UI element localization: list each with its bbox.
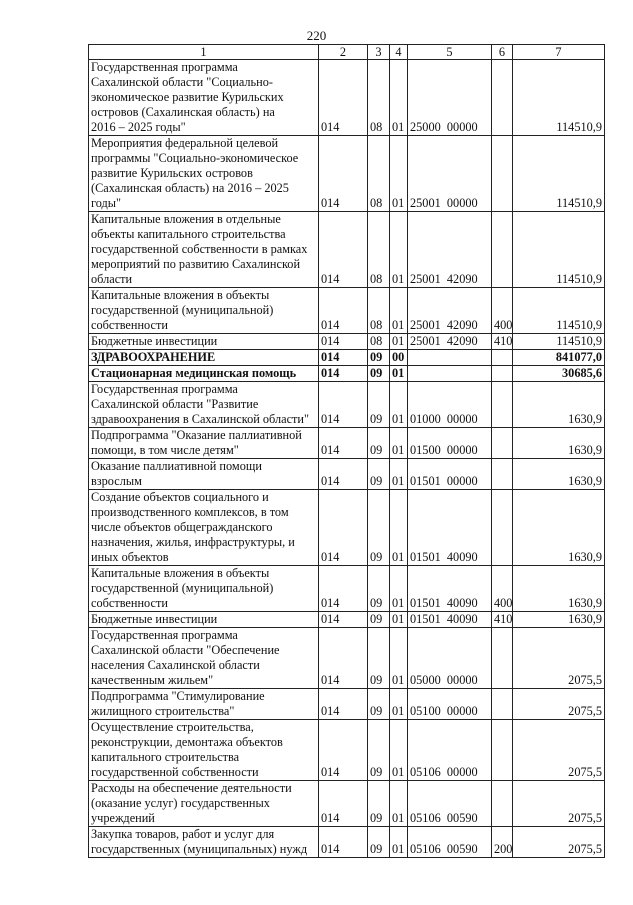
row-ved-code: 014 (319, 459, 368, 490)
row-ved-code: 014 (319, 720, 368, 781)
row-subsection: 01 (390, 689, 408, 720)
row-ved-code: 014 (319, 366, 368, 382)
row-subsection: 01 (390, 60, 408, 136)
column-header: 6 (492, 45, 513, 60)
table-row (89, 490, 605, 566)
column-header: 1 (89, 45, 319, 60)
row-section: 08 (368, 334, 390, 350)
row-subsection: 01 (390, 720, 408, 781)
row-name: Капитальные вложения в отдельные объекты капитального строительства государственной собственности в рамках мероприятий по развитию Сахалинской области (89, 212, 319, 288)
table-row (89, 428, 605, 459)
row-target-article: 05106 00000 (408, 720, 492, 781)
table-header-row (89, 45, 605, 60)
row-amount: 2075,5 (513, 720, 605, 781)
row-section: 09 (368, 459, 390, 490)
row-target-article: 25001 00000 (408, 136, 492, 212)
row-name: Государственная программа Сахалинской области "Развитие здравоохранения в Сахалинской области" (89, 382, 319, 428)
row-ved-code: 014 (319, 212, 368, 288)
row-ved-code: 014 (319, 288, 368, 334)
row-subsection: 01 (390, 628, 408, 689)
row-name: Подпрограмма "Оказание паллиативной помощи, в том числе детям" (89, 428, 319, 459)
row-section: 09 (368, 827, 390, 858)
row-subsection: 01 (390, 490, 408, 566)
row-ved-code: 014 (319, 428, 368, 459)
row-name: Капитальные вложения в объекты государственной (муниципальной) собственности (89, 566, 319, 612)
table-row (89, 566, 605, 612)
table-row (89, 350, 605, 366)
row-ved-code: 014 (319, 350, 368, 366)
row-expense-type (492, 781, 513, 827)
row-section: 08 (368, 136, 390, 212)
row-expense-type (492, 689, 513, 720)
row-expense-type: 400 (492, 288, 513, 334)
row-ved-code: 014 (319, 612, 368, 628)
table-row (89, 212, 605, 288)
row-ved-code: 014 (319, 827, 368, 858)
row-subsection: 01 (390, 334, 408, 350)
table-row (89, 781, 605, 827)
row-name: ЗДРАВООХРАНЕНИЕ (89, 350, 319, 366)
row-ved-code: 014 (319, 628, 368, 689)
row-expense-type (492, 459, 513, 490)
row-name: Осуществление строительства, реконструкции, демонтажа объектов капитального строительства государственной собственности (89, 720, 319, 781)
row-subsection: 01 (390, 382, 408, 428)
table-row (89, 382, 605, 428)
row-target-article: 01000 00000 (408, 382, 492, 428)
row-target-article (408, 366, 492, 382)
row-section: 09 (368, 382, 390, 428)
row-amount: 1630,9 (513, 382, 605, 428)
row-expense-type (492, 60, 513, 136)
row-name: Государственная программа Сахалинской области "Социально- экономическое развитие Курильских островов (Сахалинская область) на 2016 – 2025 годы" (89, 60, 319, 136)
row-section: 09 (368, 612, 390, 628)
row-section: 09 (368, 689, 390, 720)
row-ved-code: 014 (319, 566, 368, 612)
row-expense-type: 410 (492, 334, 513, 350)
row-ved-code: 014 (319, 689, 368, 720)
page-number: 220 (306, 28, 327, 43)
row-expense-type: 410 (492, 612, 513, 628)
row-name: Расходы на обеспечение деятельности (оказание услуг) государственных учреждений (89, 781, 319, 827)
row-ved-code: 014 (319, 136, 368, 212)
row-amount: 2075,5 (513, 689, 605, 720)
column-header: 4 (390, 45, 408, 60)
row-expense-type (492, 136, 513, 212)
row-ved-code: 014 (319, 334, 368, 350)
row-amount: 2075,5 (513, 628, 605, 689)
row-target-article: 25001 42090 (408, 212, 492, 288)
row-target-article: 01500 00000 (408, 428, 492, 459)
row-ved-code: 014 (319, 382, 368, 428)
table-row (89, 459, 605, 490)
row-amount: 1630,9 (513, 566, 605, 612)
row-subsection: 00 (390, 350, 408, 366)
row-section: 08 (368, 288, 390, 334)
row-target-article: 01501 40090 (408, 612, 492, 628)
row-target-article (408, 350, 492, 366)
row-subsection: 01 (390, 612, 408, 628)
row-target-article: 25001 42090 (408, 334, 492, 350)
row-expense-type: 200 (492, 827, 513, 858)
row-subsection: 01 (390, 459, 408, 490)
row-expense-type (492, 490, 513, 566)
row-name: Подпрограмма "Стимулирование жилищного строительства" (89, 689, 319, 720)
row-subsection: 01 (390, 827, 408, 858)
row-section: 08 (368, 212, 390, 288)
row-subsection: 01 (390, 366, 408, 382)
row-amount: 114510,9 (513, 60, 605, 136)
row-subsection: 01 (390, 781, 408, 827)
table-row (89, 366, 605, 382)
row-name: Мероприятия федеральной целевой программы "Социально-экономическое развитие Курильских островов (Сахалинская область) на 2016 – 2025 годы" (89, 136, 319, 212)
table-row (89, 612, 605, 628)
row-ved-code: 014 (319, 60, 368, 136)
row-subsection: 01 (390, 566, 408, 612)
table-row (89, 288, 605, 334)
row-subsection: 01 (390, 136, 408, 212)
table-row (89, 827, 605, 858)
row-section: 09 (368, 490, 390, 566)
table-row (89, 720, 605, 781)
row-target-article: 25000 00000 (408, 60, 492, 136)
row-name: Создание объектов социального и производственного комплексов, в том числе объектов общегражданского назначения, жилья, инфраструктуры, и иных объектов (89, 490, 319, 566)
row-target-article: 05000 00000 (408, 628, 492, 689)
row-amount: 30685,6 (513, 366, 605, 382)
row-subsection: 01 (390, 428, 408, 459)
row-expense-type (492, 212, 513, 288)
row-target-article: 01501 40090 (408, 490, 492, 566)
budget-table (88, 44, 605, 858)
row-name: Закупка товаров, работ и услуг для государственных (муниципальных) нужд (89, 827, 319, 858)
row-target-article: 01501 40090 (408, 566, 492, 612)
row-target-article: 05100 00000 (408, 689, 492, 720)
row-subsection: 01 (390, 288, 408, 334)
row-target-article: 05106 00590 (408, 781, 492, 827)
column-header: 2 (319, 45, 368, 60)
row-section: 09 (368, 628, 390, 689)
table-row (89, 60, 605, 136)
row-amount: 114510,9 (513, 288, 605, 334)
row-expense-type (492, 428, 513, 459)
row-section: 09 (368, 350, 390, 366)
row-amount: 2075,5 (513, 827, 605, 858)
row-expense-type (492, 350, 513, 366)
row-name: Капитальные вложения в объекты государственной (муниципальной) собственности (89, 288, 319, 334)
row-expense-type (492, 366, 513, 382)
column-header: 5 (408, 45, 492, 60)
row-section: 09 (368, 720, 390, 781)
column-header: 3 (368, 45, 390, 60)
table-row (89, 136, 605, 212)
row-section: 09 (368, 781, 390, 827)
row-expense-type (492, 720, 513, 781)
row-amount: 114510,9 (513, 212, 605, 288)
row-section: 08 (368, 60, 390, 136)
row-expense-type (492, 628, 513, 689)
table-row (89, 689, 605, 720)
row-name: Государственная программа Сахалинской области "Обеспечение населения Сахалинской области качественным жильем" (89, 628, 319, 689)
row-amount: 841077,0 (513, 350, 605, 366)
row-section: 09 (368, 566, 390, 612)
row-subsection: 01 (390, 212, 408, 288)
row-target-article: 05106 00590 (408, 827, 492, 858)
row-amount: 1630,9 (513, 490, 605, 566)
row-amount: 114510,9 (513, 136, 605, 212)
row-section: 09 (368, 366, 390, 382)
row-name: Оказание паллиативной помощи взрослым (89, 459, 319, 490)
table-row (89, 628, 605, 689)
row-amount: 1630,9 (513, 612, 605, 628)
row-name: Стационарная медицинская помощь (89, 366, 319, 382)
row-ved-code: 014 (319, 781, 368, 827)
row-expense-type (492, 382, 513, 428)
column-header: 7 (513, 45, 605, 60)
row-ved-code: 014 (319, 490, 368, 566)
row-amount: 2075,5 (513, 781, 605, 827)
row-expense-type: 400 (492, 566, 513, 612)
table-row (89, 334, 605, 350)
row-target-article: 01501 00000 (408, 459, 492, 490)
row-section: 09 (368, 428, 390, 459)
row-amount: 1630,9 (513, 459, 605, 490)
row-name: Бюджетные инвестиции (89, 612, 319, 628)
row-target-article: 25001 42090 (408, 288, 492, 334)
row-name: Бюджетные инвестиции (89, 334, 319, 350)
row-amount: 114510,9 (513, 334, 605, 350)
row-amount: 1630,9 (513, 428, 605, 459)
